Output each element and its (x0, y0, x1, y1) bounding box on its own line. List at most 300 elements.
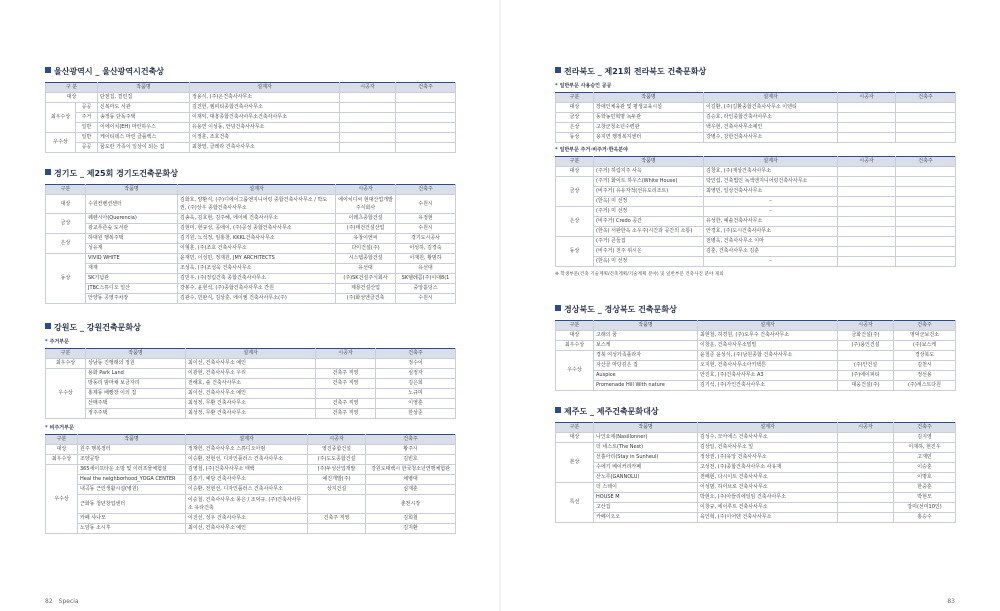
cell-builder (838, 351, 894, 361)
cell-owner: 김천시 (894, 361, 956, 371)
cell-builder (838, 133, 896, 143)
section-jeonbuk (555, 66, 955, 277)
square-bullet-icon (555, 305, 561, 311)
cell-work: 성유재 (86, 244, 178, 254)
cell-category: 동상 (556, 133, 594, 143)
col-header: 시공자 (838, 157, 896, 167)
col-header: 구분 (556, 157, 594, 167)
cell-category: 본상 (556, 443, 594, 483)
cell-designer: 전배현, 다시이트 건축사사무소 (698, 473, 838, 483)
col-header: 시공자 (308, 435, 366, 445)
cell-subcategory: 일반 (76, 123, 98, 133)
cell-designer: 이창규, 에이루트 건축사사무소 (698, 503, 838, 513)
subsection-title-text: 주거부문 (49, 339, 69, 345)
page-footer-right (947, 598, 955, 605)
cell-category: 은상 (556, 207, 594, 237)
cell-work: 이에이치(EH) 마린하우스 (98, 123, 190, 133)
cell-builder: 상지건설 (308, 485, 366, 495)
cell-work: 송정동 단독주택 (98, 113, 190, 123)
cell-designer: 이승환, 전현선, 디자인플러스 건축사사무소 (186, 455, 308, 465)
cell-category: 금상 (46, 214, 86, 234)
subsection-title (45, 338, 455, 346)
col-header: 설계자 (178, 185, 336, 195)
cell-work: Auspice (594, 371, 698, 381)
col-header: 구분 (556, 321, 594, 331)
cell-builder (838, 207, 896, 217)
cell-category: 최우수상 (46, 103, 76, 133)
cell-owner: 강원도태백시 한국청소년연맹체험관 (366, 465, 456, 475)
section-title (45, 66, 455, 78)
cell-designer: 김현미, 현규성, 공에이, (주)공성 종합건축사사무소 (178, 224, 336, 234)
cell-work: VIVID WHITE (86, 254, 178, 264)
cell-work: (한옥) 미 선정 (594, 257, 704, 267)
cell-category: 은상 (556, 123, 594, 133)
table-row (46, 195, 456, 214)
cell-designer: 김성수, 모아에스 건축사사무소 (698, 433, 838, 443)
cell-builder (838, 463, 894, 473)
cell-work: Heal the neighborhood_YOGA CENTER (78, 475, 186, 485)
cell-owner: 유정현 (396, 214, 456, 224)
table-row (556, 177, 956, 187)
cell-builder: (주)에이피티 (838, 371, 894, 381)
section-title (555, 406, 955, 418)
cell-work: 더 네스트(The Nest) (594, 443, 698, 453)
table-row (556, 483, 956, 493)
cell-owner (896, 177, 956, 187)
cell-designer: 오지현, 건축사사무소아키텍튼 (698, 361, 838, 371)
cell-designer: 안경호, (주)도시건축사사무소 (704, 227, 838, 237)
cell-builder: 건축주 직영 (316, 399, 376, 409)
table-row (46, 409, 456, 419)
cell-owner: 황주시 (366, 445, 456, 455)
cell-designer: 이광현, 건축사사무소 우리 (186, 369, 316, 379)
cell-owner (396, 113, 456, 123)
table-row (556, 237, 956, 247)
cell-owner: 심재훈 (366, 485, 456, 495)
table-row (46, 254, 456, 264)
cell-owner: 이재원, 황범하 (396, 254, 456, 264)
cell-builder (838, 443, 894, 453)
cell-work: 보스케 (594, 341, 698, 351)
table-row (46, 485, 456, 495)
table-row (46, 389, 456, 399)
col-header: 설계자 (704, 93, 838, 103)
cell-designer: 박현오, (주)아뜰리에일임 건축사사무소 (698, 493, 838, 503)
col-header: 설계자 (704, 157, 838, 167)
col-header: 설계자 (190, 83, 340, 93)
table-row (556, 351, 956, 361)
col-header: 건축주 (396, 185, 456, 195)
table-row (46, 524, 456, 534)
col-header: 작품명 (86, 185, 178, 195)
col-header: 시공자 (838, 321, 894, 331)
cell-work: 근화동 청년창업센터 (78, 495, 186, 514)
cell-builder (340, 143, 396, 153)
cell-builder (838, 113, 896, 123)
cell-work: 경북 여성가족플라자 (594, 351, 698, 361)
table-row (556, 257, 956, 267)
cell-owner: 경기도시공사 (396, 234, 456, 244)
cell-designer: 정용식, (주)온건축사사무소 (190, 93, 340, 103)
cell-owner: 수원시 (396, 294, 456, 304)
cell-owner (896, 113, 956, 123)
cell-designer: 김송욱, 김호현, 김주혜, 에이에 건축사사무소 (178, 214, 336, 224)
footnote: ※ 학생부문(건축 기술계획/건축계획/기술계획 분야) 및 일반부문 건축사진 분야 제외 (555, 272, 724, 277)
col-header: 건축주 (366, 435, 456, 445)
gyeonggi-table (45, 184, 456, 304)
cell-category: 우수상 (46, 465, 78, 534)
cell-builder (838, 493, 894, 503)
cell-builder: (주)SK건설주식회사 (336, 274, 396, 284)
table-row (46, 359, 456, 369)
table-row (556, 453, 956, 463)
cell-work: (주거) 하림지주 사옥 (594, 167, 704, 177)
cell-category: 금상 (556, 177, 594, 207)
cell-designer: 이승철, 건축사사무소 몽은 / 조덕규, (주)건축사사무소 유타건축 (186, 495, 308, 514)
cell-work: JTBC스튜디오 일산 (86, 284, 178, 294)
cell-builder (308, 524, 366, 534)
cell-owner: 홍승수 (894, 513, 956, 523)
cell-builder: 건축주 직영 (316, 409, 376, 419)
table-row (556, 433, 956, 443)
cell-owner: 김희철 (366, 514, 456, 524)
cell-builder (340, 103, 396, 113)
cell-work: 용화 Park Land (86, 369, 186, 379)
cell-owner (896, 167, 956, 177)
cell-owner: 노규미 (376, 389, 456, 399)
section-title-text: 전라북도 _ 제21회 전라북도 건축문화상 (564, 67, 707, 76)
col-header: 구분 (46, 349, 86, 359)
cell-designer: 김화호, 양환식, (주)디에이그룹엔지니어링 종합건축사사무소 / 박도권, (주)상우 종합건축사사무소 (178, 195, 336, 214)
cell-work: 장애인체육관 및 평생교육시설 (594, 103, 704, 113)
cell-work: (비주거) Credo 공간 (594, 217, 704, 227)
cell-builder (838, 453, 894, 463)
cell-subcategory: 공공 (76, 143, 98, 153)
section-title (555, 66, 955, 78)
cell-subcategory: 주거 (76, 113, 98, 123)
section-title-text: 경상북도 _ 경상북도 건축문화상 (564, 305, 677, 314)
cell-work: (한옥) 서완한옥 소우주(시간과 공간의 소통) (594, 227, 704, 237)
cell-designer: 육인혁, (주)이어덴 건축사사무소 (698, 513, 838, 523)
section-title-text: 경기도 _ 제25회 경기도건축문화상 (54, 169, 178, 178)
cell-builder (838, 433, 894, 443)
cell-work: 수에기 베이커리카페 (594, 463, 698, 473)
col-header: 작품명 (98, 83, 190, 93)
cell-work: 하대원 행복주택 (86, 234, 178, 244)
cell-designer: 김진헌, 엠피티종합건축사사무소 (190, 103, 340, 113)
table-row (556, 513, 956, 523)
cell-owner: 정선용 (894, 371, 956, 381)
cell-designer: 이승환, 전현선, 디자인플러스 건축사사무소 (186, 485, 308, 495)
cell-work: 산매주택 (86, 399, 186, 409)
col-header: 설계자 (186, 349, 316, 359)
section-gyeongbuk (555, 304, 955, 391)
table-row (556, 217, 956, 227)
table-row (46, 514, 456, 524)
subsection-title (45, 424, 455, 432)
cell-builder (838, 217, 896, 227)
cell-designer: 김훈, 건축사사무소 김훈 (704, 247, 838, 257)
section-gyeonggi (45, 168, 455, 304)
cell-builder: 예진개발(주) (308, 475, 366, 485)
cell-work: (주거) 미 선정 (594, 207, 704, 217)
cell-work: 상남동 진행래의 정원 (86, 359, 186, 369)
cell-owner: 심정자 (376, 369, 456, 379)
table-row (46, 103, 456, 113)
section-jeju (555, 406, 955, 523)
subsection-title (555, 146, 955, 154)
cell-owner (896, 123, 956, 133)
cell-owner (896, 133, 956, 143)
table-row (46, 214, 456, 224)
cell-category: 우수상 (46, 369, 86, 419)
section-ulsan (45, 66, 455, 153)
cell-category: 은상 (46, 234, 86, 254)
col-header: 시공자 (838, 423, 894, 433)
table-row (46, 244, 456, 254)
cell-builder: 유창이엔씨 (336, 234, 396, 244)
cell-builder (316, 389, 376, 399)
table-row (556, 133, 956, 143)
cell-work: (비주거) 전주 위시온 (594, 247, 704, 257)
cell-designer: 김기석, (주)가인건축사사무소 (698, 381, 838, 391)
cell-designer: 강봉수, 윤현석, (주)종합건축사사무소 간원 (178, 284, 336, 294)
cell-work: 재재 (86, 264, 178, 274)
cell-owner: (주)세스트다원 (894, 381, 956, 391)
subsection-title-text: 비주거부문 (49, 425, 74, 431)
square-bullet-icon (555, 407, 561, 413)
cell-builder: 유선대 (336, 264, 396, 274)
cell-designer: 김창호, (주)재상건축사사무소 (704, 167, 838, 177)
cell-category: 우수상 (556, 351, 594, 391)
cell-designer: 정재헌, 건축사사무소 스튜디오아펌 (186, 445, 308, 455)
table-row (46, 455, 456, 465)
cell-builder: 이레츠종합건설 (336, 214, 396, 224)
cell-builder (838, 503, 894, 513)
page-number: 83 (947, 598, 955, 605)
cell-owner: 김지환 (366, 524, 456, 534)
cell-builder (340, 113, 396, 123)
cell-owner: 한상준 (376, 409, 456, 419)
cell-owner (396, 123, 456, 133)
cell-builder (838, 197, 896, 207)
cell-builder: 영진종합건설 (308, 445, 366, 455)
cell-owner: 수원시 (396, 195, 456, 214)
col-header: 설계자 (186, 435, 308, 445)
cell-builder (340, 93, 396, 103)
table-row (46, 274, 456, 284)
table-row (556, 207, 956, 217)
table-row (46, 475, 456, 485)
table-row (556, 113, 956, 123)
table-row (556, 463, 956, 473)
section-title-text: 울산광역시 _ 울산광역시건축상 (54, 67, 165, 76)
cell-owner: 중앙홀딩스 (396, 284, 456, 294)
table-row (556, 443, 956, 453)
table-row (556, 361, 956, 371)
cell-category: 대상 (556, 331, 594, 341)
cell-owner: 이명호 (894, 473, 956, 483)
cell-category: 최우수상 (46, 359, 86, 369)
jeju-table (555, 422, 956, 523)
cell-builder (838, 167, 896, 177)
col-header: 작품명 (86, 349, 186, 359)
cell-designer: 이정훈, 조호건축 (190, 133, 340, 143)
col-header: 작품명 (594, 423, 698, 433)
cell-owner: SK텔레콤(주)이대8(1 (396, 274, 456, 284)
table-row (46, 264, 456, 274)
table-row (46, 379, 456, 389)
cell-category: 대상 (556, 167, 594, 177)
cell-owner: 이재하, 현진우 (894, 443, 956, 453)
cell-owner (396, 143, 456, 153)
right-page (500, 0, 1000, 611)
cell-designer: – (704, 207, 838, 217)
cell-work: SK기념관 (86, 274, 178, 284)
col-header: 작품명 (594, 157, 704, 167)
cell-owner: 이승훈 (894, 463, 956, 473)
cell-owner: 박현모 (894, 493, 956, 503)
cell-category: 동상 (556, 237, 594, 267)
cell-builder: 시스템종합건설 (336, 254, 396, 264)
cell-owner: 수원시 (396, 224, 456, 234)
cell-designer: 이진선, 성우 건축사사무소 (186, 514, 308, 524)
cell-owner (396, 103, 456, 113)
cell-work: 카페 샤나모 (78, 514, 186, 524)
cell-designer: 전해호, 솔 건축사사무소 (186, 379, 316, 389)
cell-subcategory: 공공 (76, 103, 98, 113)
cell-work: 퀘렌시아(Querencia) (86, 214, 178, 224)
cell-work: 나인요에(Nasillonner) (594, 433, 698, 443)
section-title (45, 168, 455, 180)
cell-work: Promenade Hill With nature (594, 381, 698, 391)
section-gangwon (45, 322, 455, 534)
square-bullet-icon (45, 169, 51, 175)
cell-designer: 김상일, 건축사사무소 잎 (698, 443, 838, 453)
cell-builder (838, 227, 896, 237)
cell-designer: 최영민, 일상건축사사무소 (704, 187, 838, 197)
cell-work: (주거) 큰들집 (594, 237, 704, 247)
cell-designer: 이성범, 하이브로 건축사사무소 (698, 483, 838, 493)
cell-builder (316, 359, 376, 369)
cell-designer: – (704, 197, 838, 207)
table-row (556, 341, 956, 351)
cell-builder: 제룡건설산업 (336, 284, 396, 294)
cell-category: 금상 (556, 113, 594, 123)
table-row (46, 224, 456, 234)
cell-work: 고창군청소년수련관 (594, 123, 704, 133)
table-row (46, 284, 456, 294)
col-header: 구분 (556, 423, 594, 433)
cell-work: 케이티데스 마린 클플렉스 (98, 133, 190, 143)
cell-owner (896, 247, 956, 257)
table-row (46, 369, 456, 379)
cell-designer: 최이선, 건축사사무소 예인 (186, 524, 308, 534)
cell-work: 원주 행복정터 (78, 445, 186, 455)
col-header: 건축주 (896, 93, 956, 103)
cell-category: 대상 (556, 103, 594, 113)
cell-builder (838, 177, 896, 187)
table-row (556, 247, 956, 257)
col-header: 건축주 (376, 349, 456, 359)
cell-designer: 최이선, 건축사사무소 예인 (186, 389, 316, 399)
gyeongbuk-table (555, 320, 956, 391)
subsection-title (555, 82, 955, 90)
cell-work: 정주주택 (86, 409, 186, 419)
cell-designer: 이창운, 건축사사무소밀밀 (698, 341, 838, 351)
cell-owner: 정수이 (376, 359, 456, 369)
cell-designer: 고성천, (주)종합건축사사무소 사유재 (698, 463, 838, 473)
cell-owner (396, 133, 456, 143)
cell-category: 우수상 (46, 133, 76, 153)
table-row (556, 197, 956, 207)
cell-builder (838, 103, 896, 113)
cell-designer: 조성욱, (주)조성욱 건축사사무소 (178, 264, 336, 274)
asterisk-icon: * (45, 339, 48, 345)
cell-work: 365세이프타운 소방 및 이러프물체험설 (78, 465, 186, 475)
table-row (46, 465, 456, 475)
cell-work: 선흘아리(Stay in Sunheul) (594, 453, 698, 463)
col-header: 설계자 (698, 423, 838, 433)
cell-builder: 건축주 직영 (316, 379, 376, 389)
cell-designer: 최창열, 클레라 건축사사무소 (190, 143, 340, 153)
table-row (556, 493, 956, 503)
col-header: 건축주 (896, 157, 956, 167)
cell-category: 대상 (46, 195, 86, 214)
col-header: 구분 (46, 185, 86, 195)
cell-work: 수원컨벤션센터 (86, 195, 178, 214)
cell-work: 동학농민혁명 녹두관 (594, 113, 704, 123)
cell-work: 자산골 마당깊은 집 (594, 361, 698, 371)
cell-work: 고래의 꿈 (594, 331, 698, 341)
cell-owner: 채병대 (366, 475, 456, 485)
cell-builder (838, 237, 896, 247)
cell-category: 특선 (556, 483, 594, 523)
table-row (46, 113, 456, 123)
cell-category: 동상 (46, 254, 86, 304)
cell-builder: (주)화성엔클건축 (336, 294, 396, 304)
ulsan-table (45, 82, 456, 153)
col-header: 시공자 (340, 83, 396, 93)
cell-designer: 윤재민, 이성민, 정재원, JMY ARCHITECTS (178, 254, 336, 264)
cell-category: 대상 (46, 445, 78, 455)
col-header: 건축주 (396, 83, 456, 93)
cell-builder (838, 473, 894, 483)
cell-builder: (주)안건설 (838, 361, 894, 371)
jeonbuk-public-table (555, 92, 956, 143)
cell-work: (한옥) 미 선정 (594, 197, 704, 207)
cell-work: 홍제동 배빵장 이의 집 (86, 389, 186, 399)
asterisk-icon: * (555, 83, 558, 89)
cell-designer: 백우현, 건축사사무소예인 (704, 123, 838, 133)
cell-builder (838, 513, 894, 523)
cell-work: 더 스테이 (594, 483, 698, 493)
table-row (556, 167, 956, 177)
cell-designer: 전병욱, 건축사사무소 이마 (704, 237, 838, 247)
cell-designer: 최성정, 무환 건축사사무소 (186, 399, 316, 409)
table-row (46, 123, 456, 133)
table-row (556, 503, 956, 513)
cell-builder: (주)도도종합건설 (308, 455, 366, 465)
cell-designer: 김기원, 노석정, 임홍창, KKKL건축사사무소 (178, 234, 336, 244)
table-row (46, 399, 456, 409)
cell-owner: (주)보스케 (894, 341, 956, 351)
table-row (46, 294, 456, 304)
cell-work: 안양동 공영주차장 (86, 294, 178, 304)
table-row (46, 495, 456, 514)
cell-owner (396, 93, 456, 103)
section-title (555, 304, 955, 316)
